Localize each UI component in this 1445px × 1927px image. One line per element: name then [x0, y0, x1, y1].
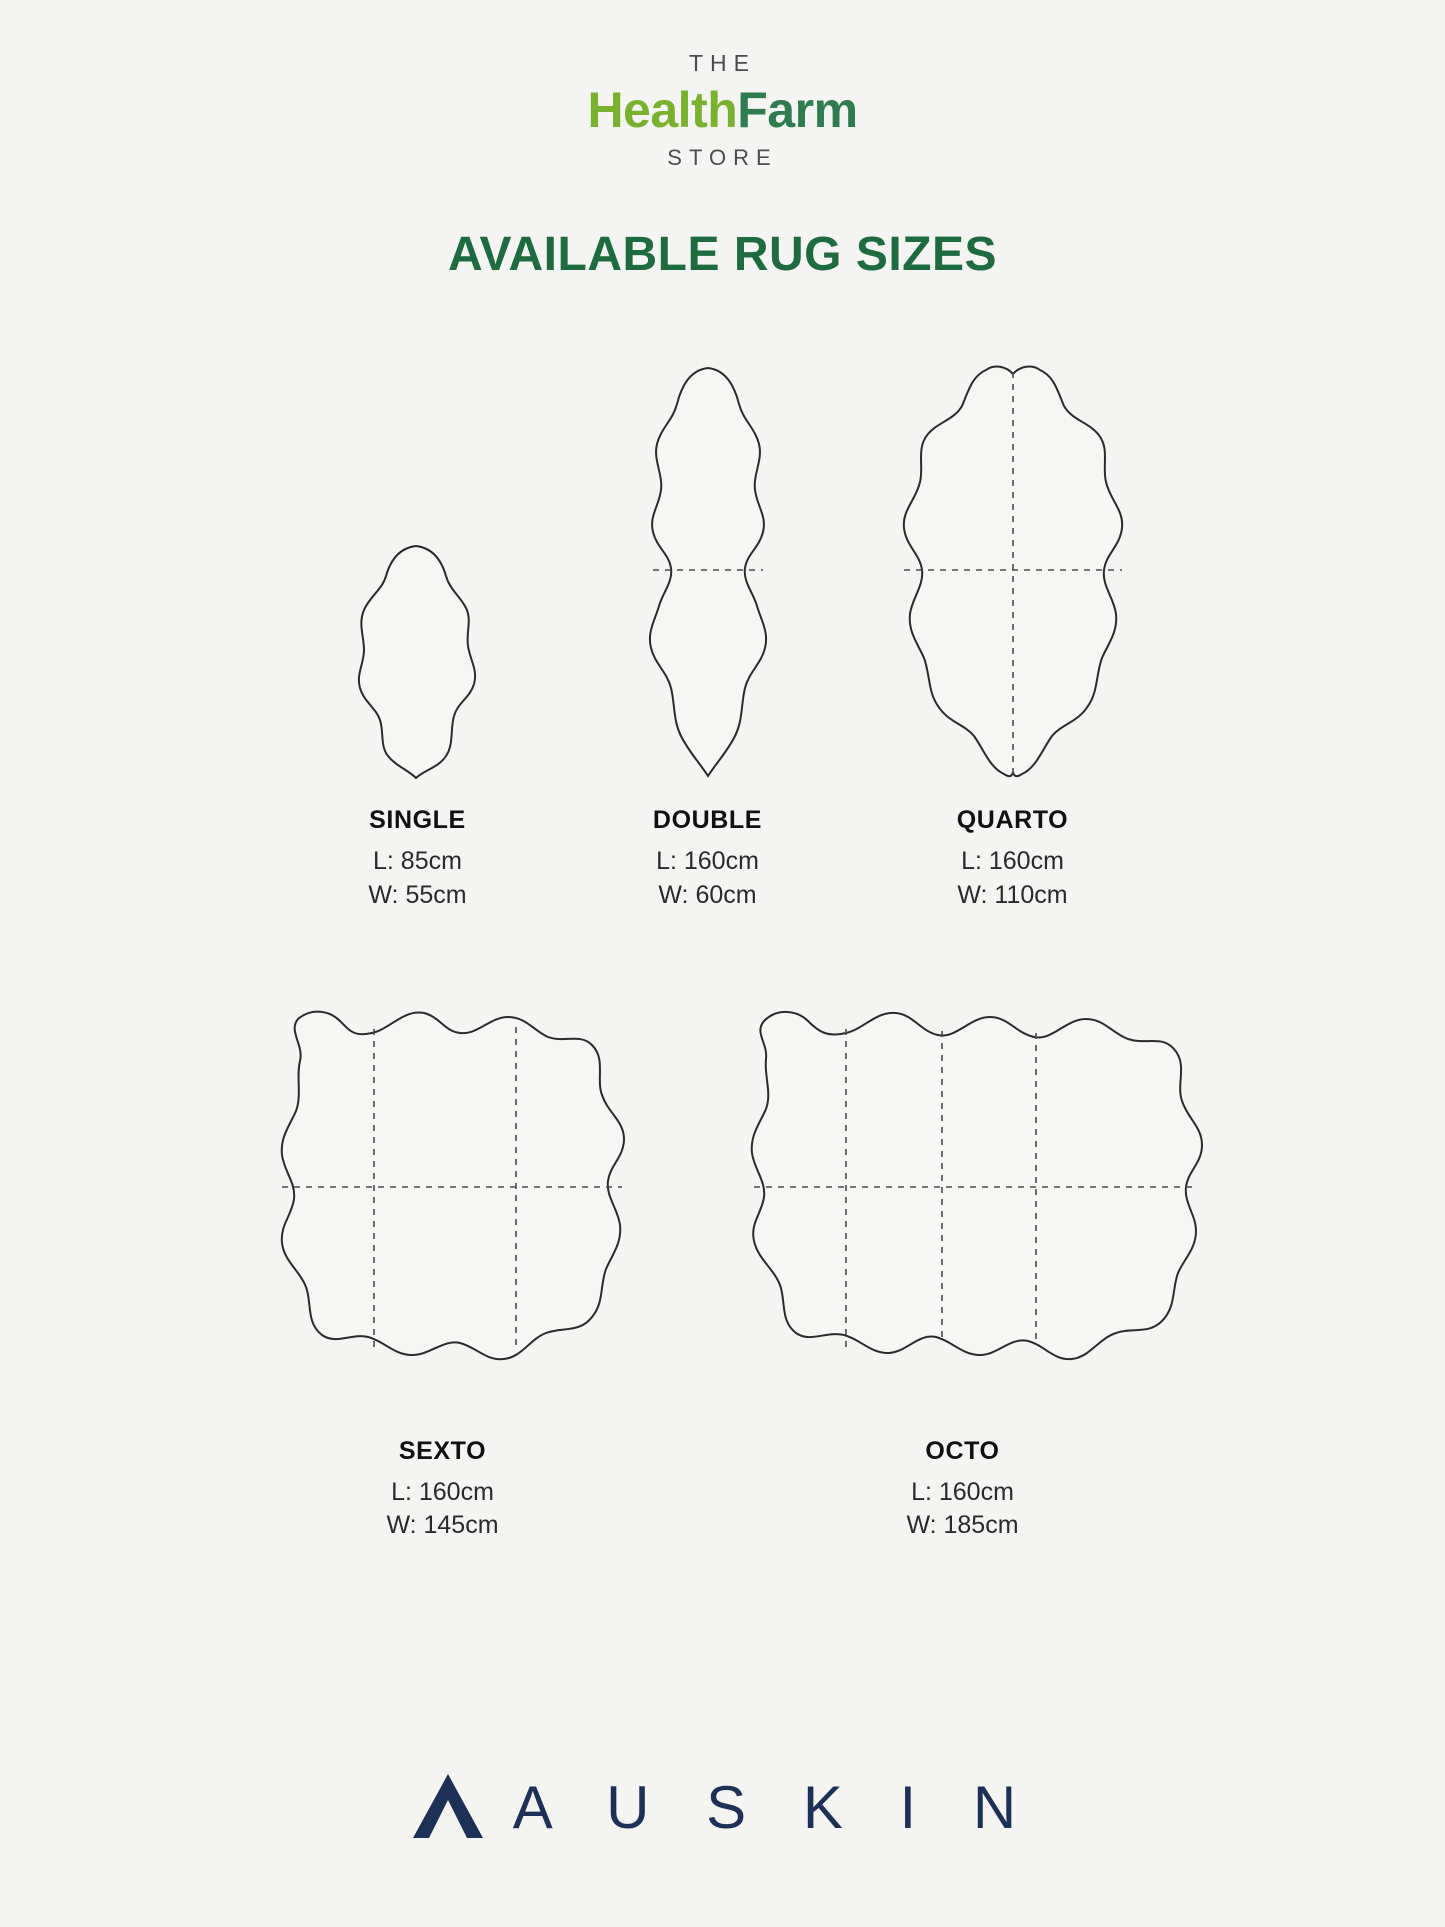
brand-name-health: Health — [587, 82, 738, 138]
rug-shape-sexto-wrapper — [228, 993, 658, 1413]
rug-width-sexto: W: 145cm — [386, 1511, 499, 1540]
rug-dimensions-octo — [906, 1476, 1018, 1544]
rug-shape-octo-wrapper — [698, 993, 1228, 1413]
page-title: AVAILABLE RUG SIZES — [447, 228, 998, 281]
auskin-a-mark-icon — [409, 1770, 487, 1844]
rug-length-double: L: 160cm — [656, 847, 759, 875]
footer — [0, 1770, 1445, 1849]
rug-caption-single — [368, 806, 466, 913]
rug-length-octo: L: 160cm — [911, 1477, 1014, 1506]
rug-name-quarto: QUARTO — [956, 806, 1069, 834]
rug-card-single — [268, 342, 568, 913]
rug-caption-double — [653, 806, 762, 913]
auskin-logo — [409, 1770, 1036, 1844]
rug-width-double: W: 60cm — [658, 880, 757, 909]
rug-shape-double-wrapper — [623, 342, 793, 782]
rug-shape-octo-icon — [698, 1003, 1228, 1413]
rug-shape-single-icon — [338, 542, 498, 782]
rug-name-double: DOUBLE — [652, 806, 763, 834]
brand-name — [0, 82, 1445, 138]
rug-row-bottom — [0, 993, 1445, 1544]
rug-dimensions-single — [368, 845, 466, 913]
auskin-logo-text: A U S K I N — [512, 1773, 1037, 1841]
rug-width-octo: W: 185cm — [906, 1511, 1019, 1540]
rug-name-single: SINGLE — [369, 806, 466, 834]
rug-length-sexto: L: 160cm — [391, 1477, 494, 1506]
rug-width-quarto: W: 110cm — [957, 880, 1068, 909]
rug-shape-single-wrapper — [338, 342, 498, 782]
rug-card-double — [568, 342, 848, 913]
rug-length-single: L: 85cm — [373, 847, 462, 875]
rug-length-quarto: L: 160cm — [961, 847, 1064, 875]
rug-card-sexto — [203, 993, 683, 1544]
rug-name-sexto: SEXTO — [398, 1436, 487, 1465]
rug-dimensions-quarto — [957, 845, 1068, 913]
rug-card-quarto — [848, 342, 1178, 913]
brand-logo — [0, 0, 1445, 169]
brand-name-farm: Farm — [737, 82, 858, 138]
rug-caption-quarto — [957, 806, 1068, 913]
rug-width-single: W: 55cm — [368, 880, 467, 909]
rug-row-top — [0, 342, 1445, 913]
rug-caption-sexto — [386, 1437, 498, 1544]
rug-shape-double-icon — [623, 362, 793, 782]
rug-dimensions-double — [653, 845, 762, 913]
brand-line-store: STORE — [667, 145, 778, 170]
rug-dimensions-sexto — [386, 1476, 498, 1544]
rug-shape-quarto-wrapper — [868, 342, 1158, 782]
rug-shape-quarto-icon — [868, 362, 1158, 782]
rug-caption-octo — [906, 1437, 1018, 1544]
brand-line-the: THE — [689, 50, 756, 76]
rug-name-octo: OCTO — [925, 1436, 1000, 1465]
rug-card-octo — [683, 993, 1243, 1544]
rug-shape-sexto-icon — [228, 1003, 658, 1413]
